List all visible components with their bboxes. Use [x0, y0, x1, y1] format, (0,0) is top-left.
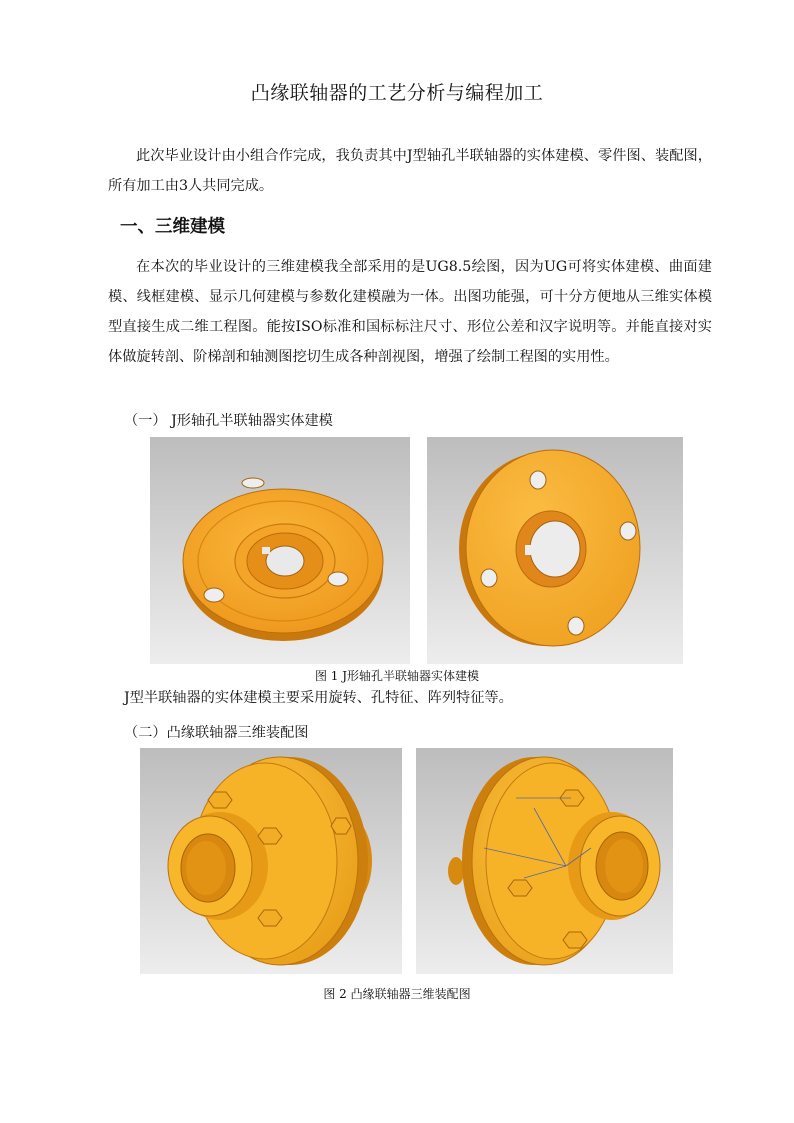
section-heading-modeling: 一、三维建模: [120, 217, 225, 237]
figure1-note: J型半联轴器的实体建模主要采用旋转、孔特征、阵列特征等。: [124, 690, 513, 706]
figure2-caption: 图 2 凸缘联轴器三维装配图: [323, 987, 471, 1001]
page-title: 凸缘联轴器的工艺分析与编程加工: [250, 82, 544, 104]
figure2-left-image: [140, 748, 402, 974]
figure1-right-image: [427, 437, 683, 664]
subsection-heading-part-model: （一） J形轴孔半联轴器实体建模: [124, 413, 333, 429]
modeling-paragraph: 在本次的毕业设计的三维建模我全部采用的是UG8.5绘图，因为UG可将实体建模、曲面建模、线框建模、显示几何建模与参数化建模融为一体。出图功能强，可十分方便地从三维实体模型直接生成二维工程图。能按ISO标准和国标标注尺寸、形位公差和汉字说明等。并能直接对实体做旋转剖、阶梯剖和轴测图挖切生成各种剖视图，增强了绘制工程图的实用性。: [108, 259, 712, 365]
figure2-right-image: [416, 748, 673, 974]
intro-paragraph: 此次毕业设计由小组合作完成，我负责其中J型轴孔半联轴器的实体建模、零件图、装配图，所有加工由3人共同完成。: [108, 148, 712, 194]
figure1-caption: 图 1 J形轴孔半联轴器实体建模: [314, 669, 480, 683]
figure1-left-image: [150, 437, 410, 664]
subsection-heading-assembly: （二）凸缘联轴器三维装配图: [124, 725, 309, 741]
